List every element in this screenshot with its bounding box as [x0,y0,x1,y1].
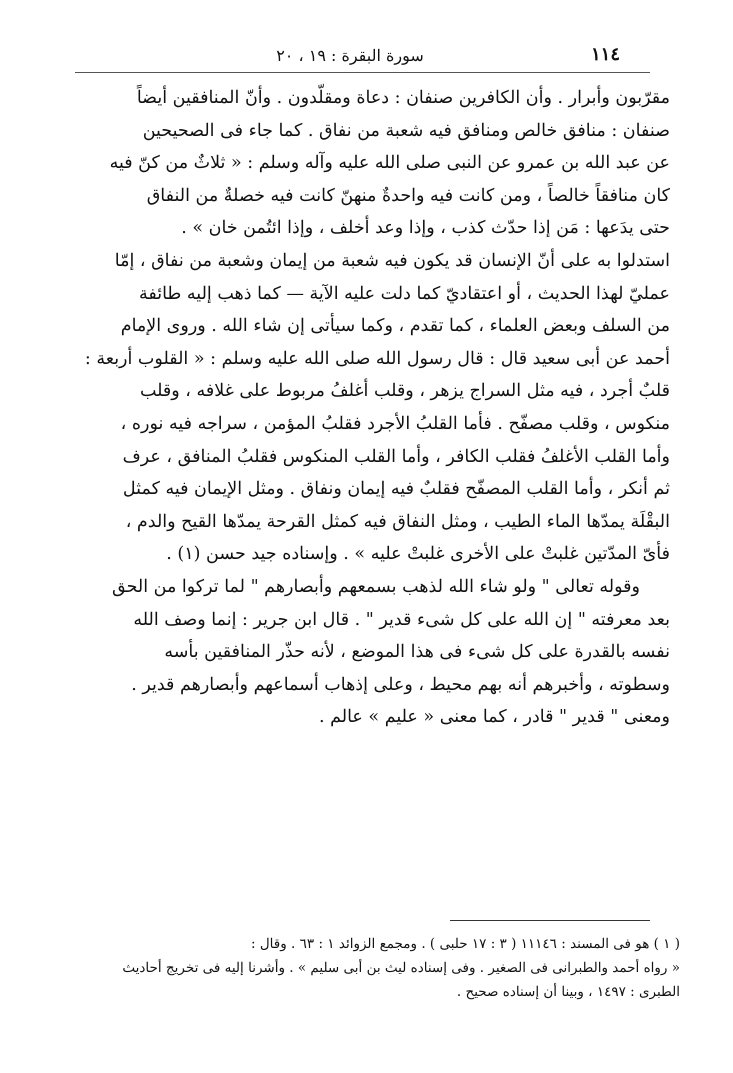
footnote-line: ( ١ ) هو فى المسند : ١١١٤٦ ( ٣ : ١٧ حلبى ) . ومجمع الزوائد ١ : ٦٣ . وقال : [251,936,680,952]
body-line: وسطوته ، وأخبرهم أنه بهم محيط ، وعلى إذهاب أسماعهم وأبصارهم قدير . [131,674,670,695]
body-line: عمليّ لهذا الحديث ، أو اعتقاديّ كما دلت عليه الآية — كما ذهب إليه طائفة [138,283,670,304]
page-number: ١١٤ [590,44,620,65]
footnotes [50,932,680,1004]
header-rule [75,72,650,73]
footnote-line: الطبرى : ١٤٩٧ ، وبينا أن إسناده صحيح . [456,984,680,1000]
footnote-rule [450,920,650,921]
body-line: نفسه بالقدرة على كل شىء فى هذا الموضع ، لأنه حذّر المنافقين بأسه [164,642,670,663]
page-header [80,40,620,70]
body-line: البقْلَة يمدّها الماء الطيب ، ومثل النفاق فيه كمثل القرحة يمدّها القيح والدم ، [125,511,670,532]
body-line: مقرّبون وأبرار . وأن الكافرين صنفان : دعاة ومقلّدون . وأنّ المنافقين أيضاً [136,88,670,108]
body-line: حتى يدَعها : مَن إذا حدّث كذب ، وإذا وعد أخلف ، وإذا ائتُمن خان » . [181,218,670,239]
body-line: بعد معرفته " إن الله على كل شىء قدير " . قال ابن جرير : إنما وصف الله [133,609,670,630]
body-line: ومعنى " قدير " قادر ، كما معنى « عليم » عالم . [318,707,670,728]
body-line: قلبٌ أجرد ، فيه مثل السراج يزهر ، وقلب أغلفُ مربوط على غلافه ، وقلب [139,381,670,402]
body-text [50,82,670,734]
body-line: وقوله تعالى " ولو شاء الله لذهب بسمعهم وأبصارهم " لما تركوا من الحق [112,576,640,597]
body-line: استدلوا به على أنّ الإنسان قد يكون فيه شعبة من إيمان وشعبة من نفاق ، إمّا [114,250,670,271]
body-line: وأما القلب الأغلفُ فقلب الكافر ، وأما القلب المنكوس فقلبُ المنافق ، عرف [122,446,670,467]
body-line: منكوس ، وقلب مصفّح . فأما القلبُ الأجرد فقلبُ المؤمن ، سراجه فيه نوره ، [120,413,670,434]
body-line: كان منافقاً خالصاً ، ومن كانت فيه واحدةٌ منهنّ كانت فيه خصلةٌ من النفاق [146,185,670,206]
body-line: من السلف وبعض العلماء ، كما تقدم ، وكما سيأتى إن شاء الله . وروى الإمام [120,316,670,337]
body-line: عن عبد الله بن عمرو عن النبى صلى الله عليه وآله وسلم : « ثلاثٌ من كنّ فيه [109,153,670,174]
body-line: صنفان : منافق خالص ومنافق فيه شعبة من نفاق . كما جاء فى الصحيحين [142,120,670,141]
body-line: أحمد عن أبى سعيد قال : قال رسول الله صلى الله عليه وسلم : « القلوب أربعة : [84,348,670,369]
footnote-line: « رواه أحمد والطبرانى فى الصغير . وفى إسناده ليث بن أبى سليم » . وأشرنا إليه فى تخريج أحاديث [122,960,680,976]
body-line: ثم أنكر ، وأما القلب المصفّح فقلبٌ فيه إيمان ونفاق . ومثل الإيمان فيه كمثل [122,479,670,500]
body-line: فأىّ المدّتين غلبتْ على الأخرى غلبتْ عليه » . وإسناده جيد حسن (١) . [166,544,670,565]
running-head: سورة البقرة : ١٩ ، ٢٠ [276,46,424,65]
